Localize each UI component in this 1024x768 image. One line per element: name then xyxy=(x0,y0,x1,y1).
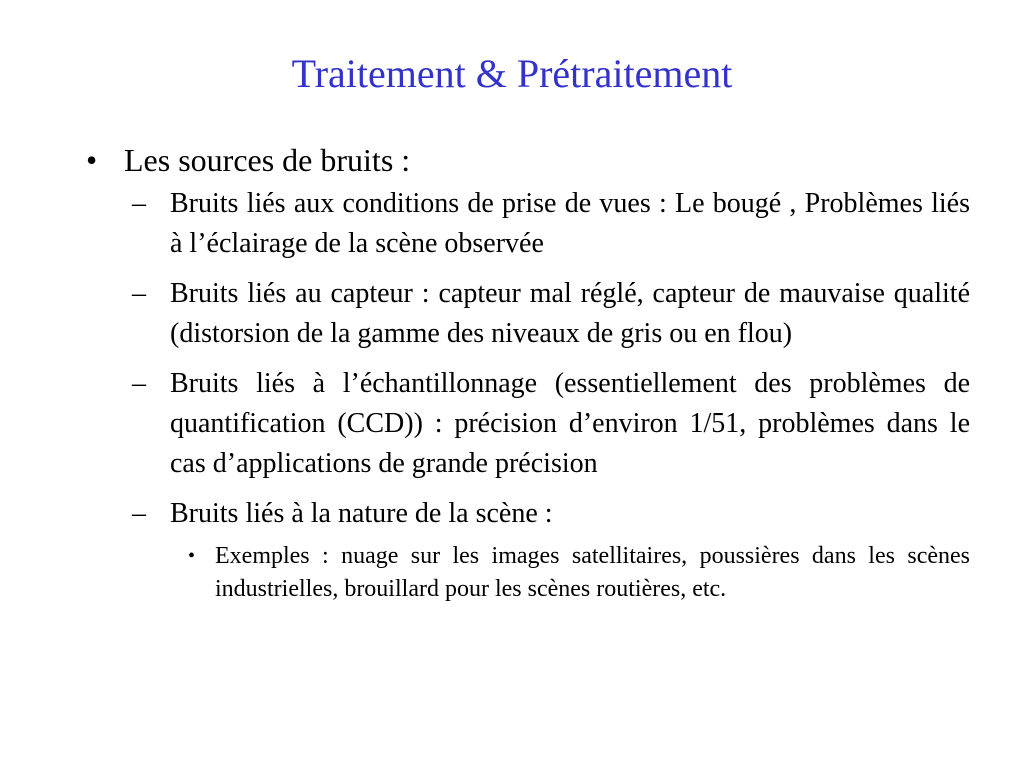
bullet-text: Bruits liés au capteur : capteur mal réglé, capteur de mauvaise qualité (distorsion de la gamme des niveaux de gris ou en flou) xyxy=(170,278,970,349)
bullet-item-level2 xyxy=(124,494,970,534)
dash-marker: – xyxy=(132,188,146,219)
bullet-item-level2 xyxy=(124,364,970,484)
bullet-text: Bruits liés à l’échantillonnage (essentiellement des problèmes de quantification (CCD)) : précision d’environ 1/51, problèmes dans le cas d’applications de grande précision xyxy=(170,368,970,479)
bullet-item-level2 xyxy=(124,184,970,264)
dash-marker: – xyxy=(132,278,146,309)
slide-title: Traitement & Prétraitement xyxy=(291,51,733,96)
bullet-item-level2 xyxy=(124,274,970,354)
bullet-text: Les sources de bruits : xyxy=(124,142,411,178)
bullet-text: Bruits liés aux conditions de prise de vues : Le bougé , Problèmes liés à l’éclairage de la scène observée xyxy=(170,188,970,259)
bullet-marker: • xyxy=(86,142,98,178)
dash-marker: – xyxy=(132,498,146,529)
bullet-text: Exemples : nuage sur les images satellitaires, poussières dans les scènes industrielles, brouillard pour les scènes routières, etc. xyxy=(215,543,970,602)
bullet-item-level1 xyxy=(82,140,970,180)
bullet-item-level3 xyxy=(170,540,970,606)
slide-content xyxy=(82,140,970,606)
bullet-text: Bruits liés à la nature de la scène : xyxy=(170,498,553,529)
dash-marker: – xyxy=(132,368,146,399)
bullet-marker: • xyxy=(188,545,196,567)
